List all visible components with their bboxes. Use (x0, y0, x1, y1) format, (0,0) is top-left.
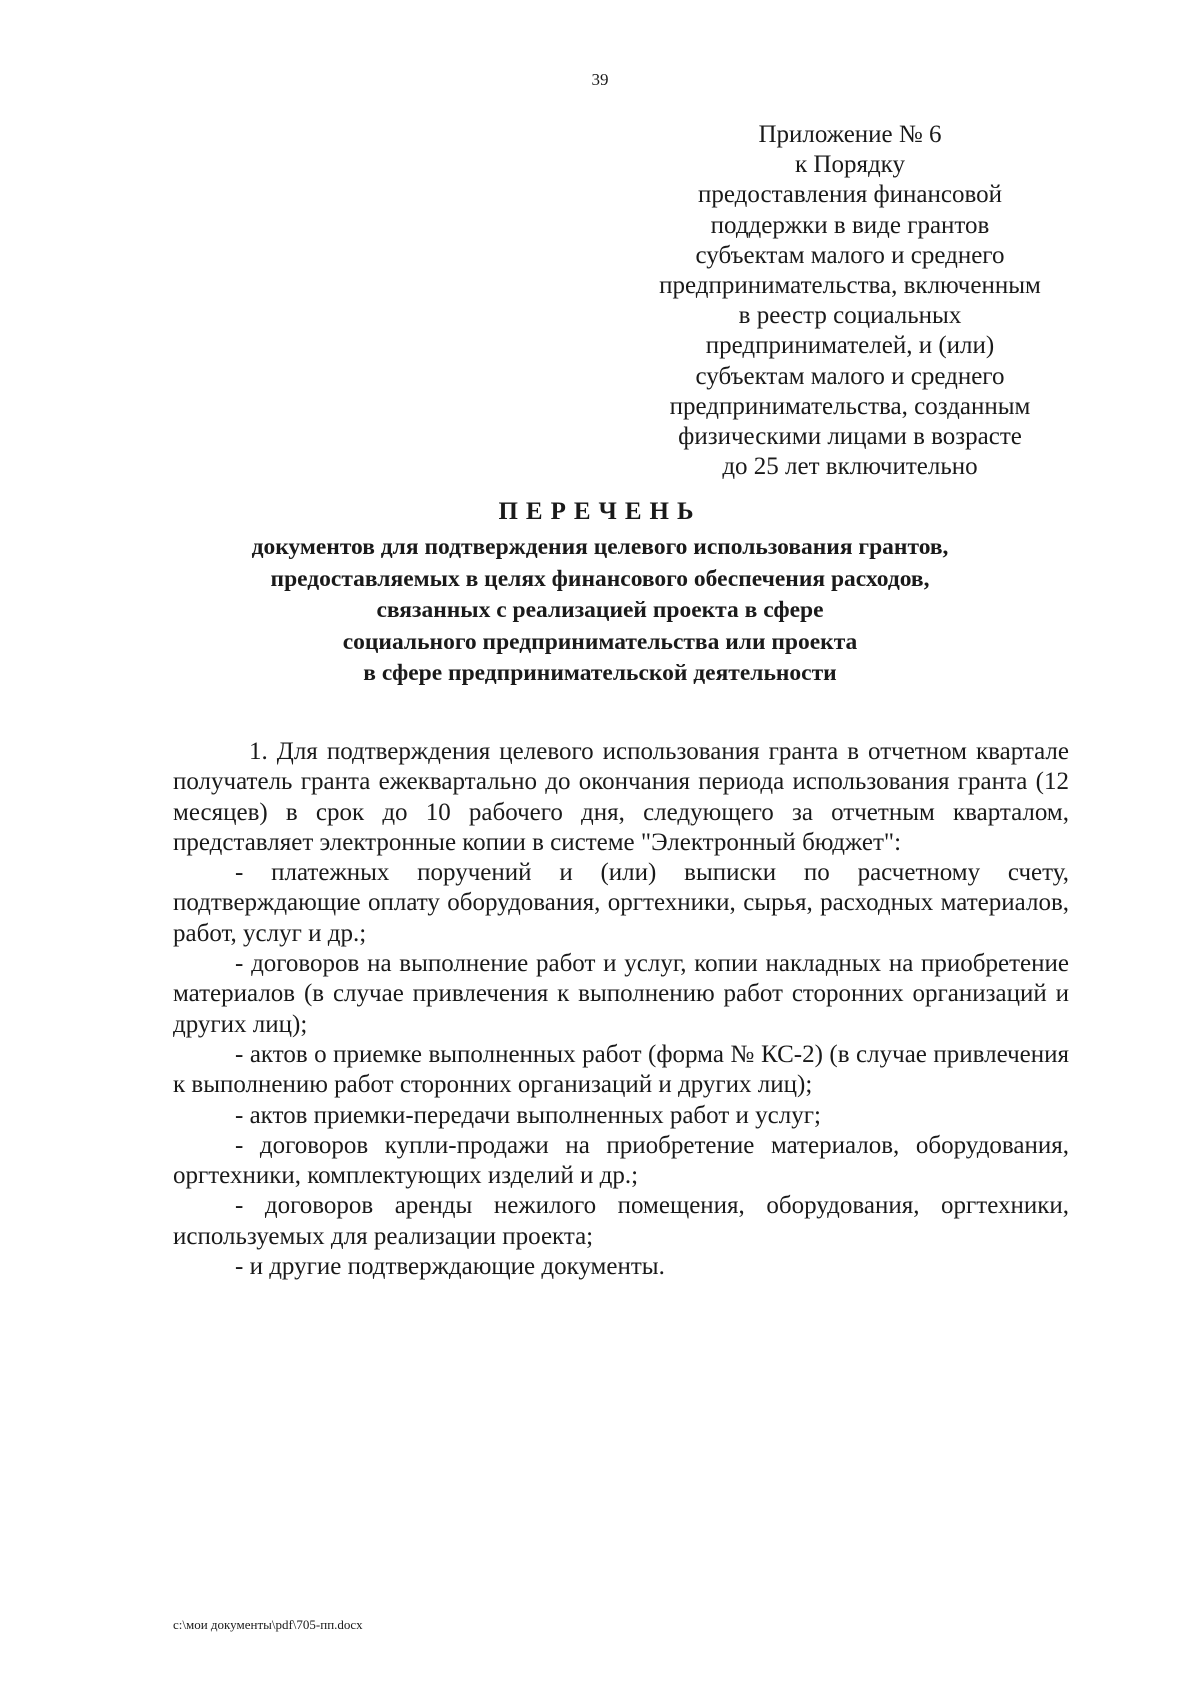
appendix-line: Приложение № 6 (758, 121, 942, 148)
subtitle-line: документов для подтверждения целевого использования грантов, (251, 534, 949, 560)
appendix-header (640, 120, 1060, 482)
subtitle-line: предоставляемых в целях финансового обеспечения расходов, (270, 565, 930, 592)
subtitle-line: социального предпринимательства или проекта (342, 628, 858, 655)
list-item: - договоров купли-продажи на приобретение материалов, оборудования, оргтехники, комплектующих изделий и др.; (173, 1131, 1069, 1190)
list-item: - актов приемки-передачи выполненных работ и услуг; (235, 1101, 821, 1129)
subtitle-line: связанных с реализацией проекта в сфере (376, 597, 824, 623)
list-item: - платежных поручений и (или) выписки по расчетному счету, подтверждающие оплату оборудования, оргтехники, сырья, расходных материалов, работ, услуг и др.; (173, 859, 1069, 947)
appendix-line: предпринимателей, и (или) (705, 332, 995, 360)
document-body (173, 737, 1069, 1282)
appendix-line: предоставления финансовой (697, 181, 1002, 209)
body-paragraph: 1. Для подтверждения целевого использования гранта в отчетном квартале получатель гранта ежеквартально до окончания периода использования гранта (12 месяцев) в срок до 10 рабочего дня, следующего за отчетным кварталом, представляет электронные копии в системе "Электронный бюджет": (173, 738, 1069, 856)
appendix-line: до 25 лет включительно (722, 453, 978, 481)
list-item: - договоров на выполнение работ и услуг, копии накладных на приобретение материалов (в случае привлечения к выполнению работ сторонних организаций и других лиц); (173, 950, 1069, 1038)
document-subtitle (120, 532, 1080, 690)
appendix-line: к Порядку (795, 151, 905, 179)
appendix-line: предпринимательства, созданным (669, 392, 1031, 420)
appendix-line: физическими лицами в возрасте (678, 423, 1022, 451)
footer-file-path: c:\мои документы\pdf\705-пп.docx (173, 1617, 363, 1632)
appendix-line: предпринимательства, включенным (659, 272, 1041, 300)
page-number: 39 (591, 70, 609, 89)
appendix-line: поддержки в виде грантов (710, 211, 990, 239)
list-item: - договоров аренды нежилого помещения, оборудования, оргтехники, используемых для реализации проекта; (173, 1192, 1069, 1250)
appendix-line: субъектам малого и среднего (695, 241, 1005, 269)
document-title: ПЕРЕЧЕНЬ (498, 498, 702, 525)
list-item: - актов о приемке выполненных работ (форма № КС-2) (в случае привлечения к выполнению работ сторонних организаций и других лиц); (173, 1040, 1069, 1099)
appendix-line: в реестр социальных (738, 302, 962, 330)
list-item: - и другие подтверждающие документы. (235, 1253, 665, 1281)
appendix-line: субъектам малого и среднего (695, 362, 1005, 390)
subtitle-line: в сфере предпринимательской деятельности (363, 660, 837, 686)
